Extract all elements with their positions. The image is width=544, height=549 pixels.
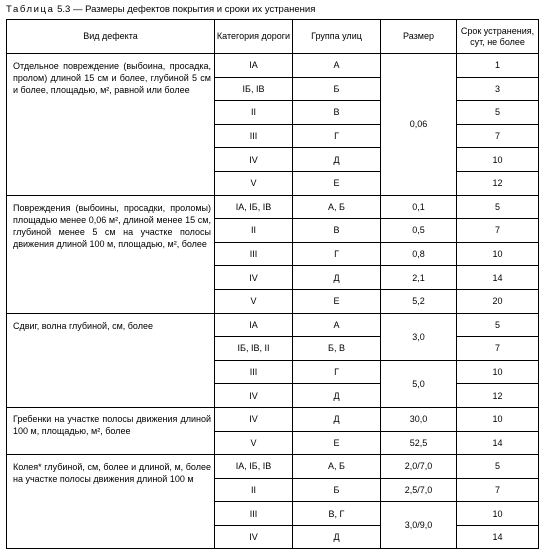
street-group-cell: Д [293,266,381,290]
caption-title: — Размеры дефектов покрытия и сроки их устранения [72,4,316,15]
street-group-cell: В, Г [293,502,381,526]
road-category-cell: IV [215,266,293,290]
road-category-cell: III [215,242,293,266]
deadline-cell: 14 [457,431,539,455]
deadline-cell: 10 [457,407,539,431]
street-group-cell: Б, В [293,337,381,361]
header-road-category: Категория дороги [215,20,293,54]
street-group-cell: Г [293,242,381,266]
deadline-cell: 5 [457,313,539,337]
street-group-cell: А, Б [293,195,381,219]
size-cell: 2,5/7,0 [381,478,457,502]
deadline-cell: 5 [457,455,539,479]
size-cell: 5,0 [381,360,457,407]
street-group-cell: А [293,54,381,78]
road-category-cell: IA [215,313,293,337]
road-category-cell: III [215,124,293,148]
street-group-cell: Е [293,289,381,313]
caption-prefix: Таблица [6,4,55,15]
table-row [7,195,539,219]
size-cell: 30,0 [381,407,457,431]
deadline-cell: 14 [457,525,539,549]
street-group-cell: Г [293,124,381,148]
street-group-cell: Д [293,525,381,549]
defect-description: Гребенки на участке полосы движения длиной 100 м, площадью, м², более [7,407,215,454]
size-cell: 0,1 [381,195,457,219]
road-category-cell: IA, IБ, IB [215,195,293,219]
table-row [7,313,539,337]
table-row [7,54,539,78]
deadline-cell: 7 [457,478,539,502]
size-cell: 0,5 [381,219,457,243]
table-row [7,455,539,479]
road-category-cell: V [215,171,293,195]
road-category-cell: IV [215,525,293,549]
deadline-cell: 14 [457,266,539,290]
deadline-cell: 7 [457,337,539,361]
header-size: Размер [381,20,457,54]
table-row [7,407,539,431]
caption-number: 5.3 [57,4,71,15]
street-group-cell: Е [293,431,381,455]
defect-description: Сдвиг, волна глубиной, см, более [7,313,215,407]
deadline-cell: 10 [457,242,539,266]
street-group-cell: Б [293,478,381,502]
street-group-cell: Г [293,360,381,384]
size-cell: 3,0/9,0 [381,502,457,549]
size-cell: 52,5 [381,431,457,455]
defect-description: Отдельное повреждение (выбоина, просадка, пролом) длиной 15 см и более, глубиной 5 см и более, площадью, м², равной или более [7,54,215,196]
size-cell: 3,0 [381,313,457,360]
deadline-cell: 5 [457,101,539,125]
road-category-cell: V [215,431,293,455]
size-cell: 5,2 [381,289,457,313]
deadline-cell: 10 [457,360,539,384]
deadline-cell: 12 [457,384,539,408]
street-group-cell: А, Б [293,455,381,479]
road-category-cell: II [215,478,293,502]
header-defect-type: Вид дефекта [7,20,215,54]
street-group-cell: Б [293,77,381,101]
road-category-cell: II [215,219,293,243]
size-cell: 2,1 [381,266,457,290]
deadline-cell: 10 [457,502,539,526]
street-group-cell: Д [293,407,381,431]
road-category-cell: IA, IБ, IB [215,455,293,479]
size-cell: 0,06 [381,54,457,196]
deadline-cell: 3 [457,77,539,101]
defect-description: Повреждения (выбоины, просадки, проломы) площадью менее 0,06 м², длиной менее 15 см, глубиной менее 5 см на участке полосы движения длиной 100 м, площадью, м², более [7,195,215,313]
header-row [7,20,539,54]
street-group-cell: В [293,219,381,243]
street-group-cell: Д [293,384,381,408]
deadline-cell: 10 [457,148,539,172]
size-cell: 2,0/7,0 [381,455,457,479]
header-deadline: Срок устранения, сут, не более [457,20,539,54]
street-group-cell: В [293,101,381,125]
road-category-cell: IБ, IB, II [215,337,293,361]
deadline-cell: 1 [457,54,539,78]
road-category-cell: III [215,360,293,384]
road-category-cell: IA [215,54,293,78]
road-category-cell: IV [215,148,293,172]
street-group-cell: Д [293,148,381,172]
deadline-cell: 12 [457,171,539,195]
road-category-cell: IБ, IB [215,77,293,101]
deadline-cell: 20 [457,289,539,313]
deadline-cell: 7 [457,219,539,243]
street-group-cell: А [293,313,381,337]
deadline-cell: 7 [457,124,539,148]
road-category-cell: II [215,101,293,125]
street-group-cell: Е [293,171,381,195]
road-category-cell: V [215,289,293,313]
road-category-cell: III [215,502,293,526]
header-street-group: Группа улиц [293,20,381,54]
defects-table [6,19,539,549]
table-caption [6,4,315,15]
defect-description: Колея* глубиной, см, более и длиной, м, более на участке полосы движения длиной 100 м [7,455,215,549]
road-category-cell: IV [215,407,293,431]
road-category-cell: IV [215,384,293,408]
size-cell: 0,8 [381,242,457,266]
deadline-cell: 5 [457,195,539,219]
